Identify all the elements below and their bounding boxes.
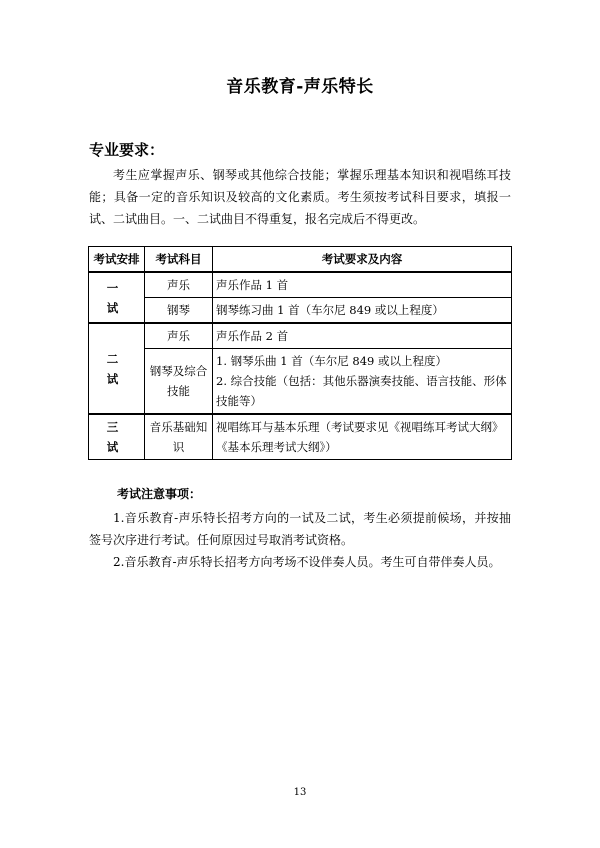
round-1-content-1: 声乐作品 1 首: [213, 272, 512, 298]
section-heading-requirements: 专业要求：: [89, 141, 165, 159]
round-2-subject-2: 钢琴及综合技能: [145, 349, 213, 415]
round-3-content-1: 视唱练耳与基本乐理（考试要求见《视唱练耳考试大纲》《基本乐理考试大纲》）: [213, 414, 512, 460]
requirements-intro: 考生应掌握声乐、钢琴或其他综合技能；掌握乐理基本知识和视唱练耳技能；具备一定的音乐知识及较高的文化素质。考生须按考试科目要求，填报一试、二试曲目。一、二试曲目不得重复，报名完成后不得更改。: [89, 168, 511, 226]
round-1-subject-2: 钢琴: [145, 298, 213, 324]
table-row: [89, 323, 512, 349]
round-3-label: 三 试: [89, 414, 145, 460]
exam-table: [88, 246, 512, 460]
page-number: 13: [293, 787, 307, 798]
round-2-content-2-line-1: 1. 钢琴乐曲 1 首（车尔尼 849 或以上程度）: [216, 354, 448, 368]
round-3-subject-1: 音乐基础知识: [145, 414, 213, 460]
round-1-label: 一 试: [89, 272, 145, 323]
note-item-1: 1.音乐教育-声乐特长招考方向的一试及二试，考生必须提前候场，并按抽签号次序进行考试。任何原因过号取消考试资格。: [89, 511, 511, 547]
round-2-label: 二 试: [89, 323, 145, 414]
page-title: 音乐教育-声乐特长: [226, 77, 374, 97]
header-arrangement: 考试安排: [89, 247, 145, 273]
round-1-content-2: 钢琴练习曲 1 首（车尔尼 849 或以上程度）: [213, 298, 512, 324]
round-2-subject-1: 声乐: [145, 323, 213, 349]
round-2-content-2: [213, 349, 512, 415]
table-row: [89, 298, 512, 324]
note-item-2: 2.音乐教育-声乐特长招考方向考场不设伴奏人员。考生可自带伴奏人员。: [113, 555, 501, 569]
header-subject: 考试科目: [145, 247, 213, 273]
round-1-subject-1: 声乐: [145, 272, 213, 298]
table-row: [89, 414, 512, 460]
table-header-row: [89, 247, 512, 273]
notes-heading: 考试注意事项：: [117, 487, 202, 501]
header-content: 考试要求及内容: [213, 247, 512, 273]
table-row: [89, 272, 512, 298]
table-row: [89, 349, 512, 415]
round-2-content-2-line-2: 2. 综合技能（包括：其他乐器演奏技能、语言技能、形体技能等）: [216, 374, 507, 408]
round-2-content-1: 声乐作品 2 首: [213, 323, 512, 349]
